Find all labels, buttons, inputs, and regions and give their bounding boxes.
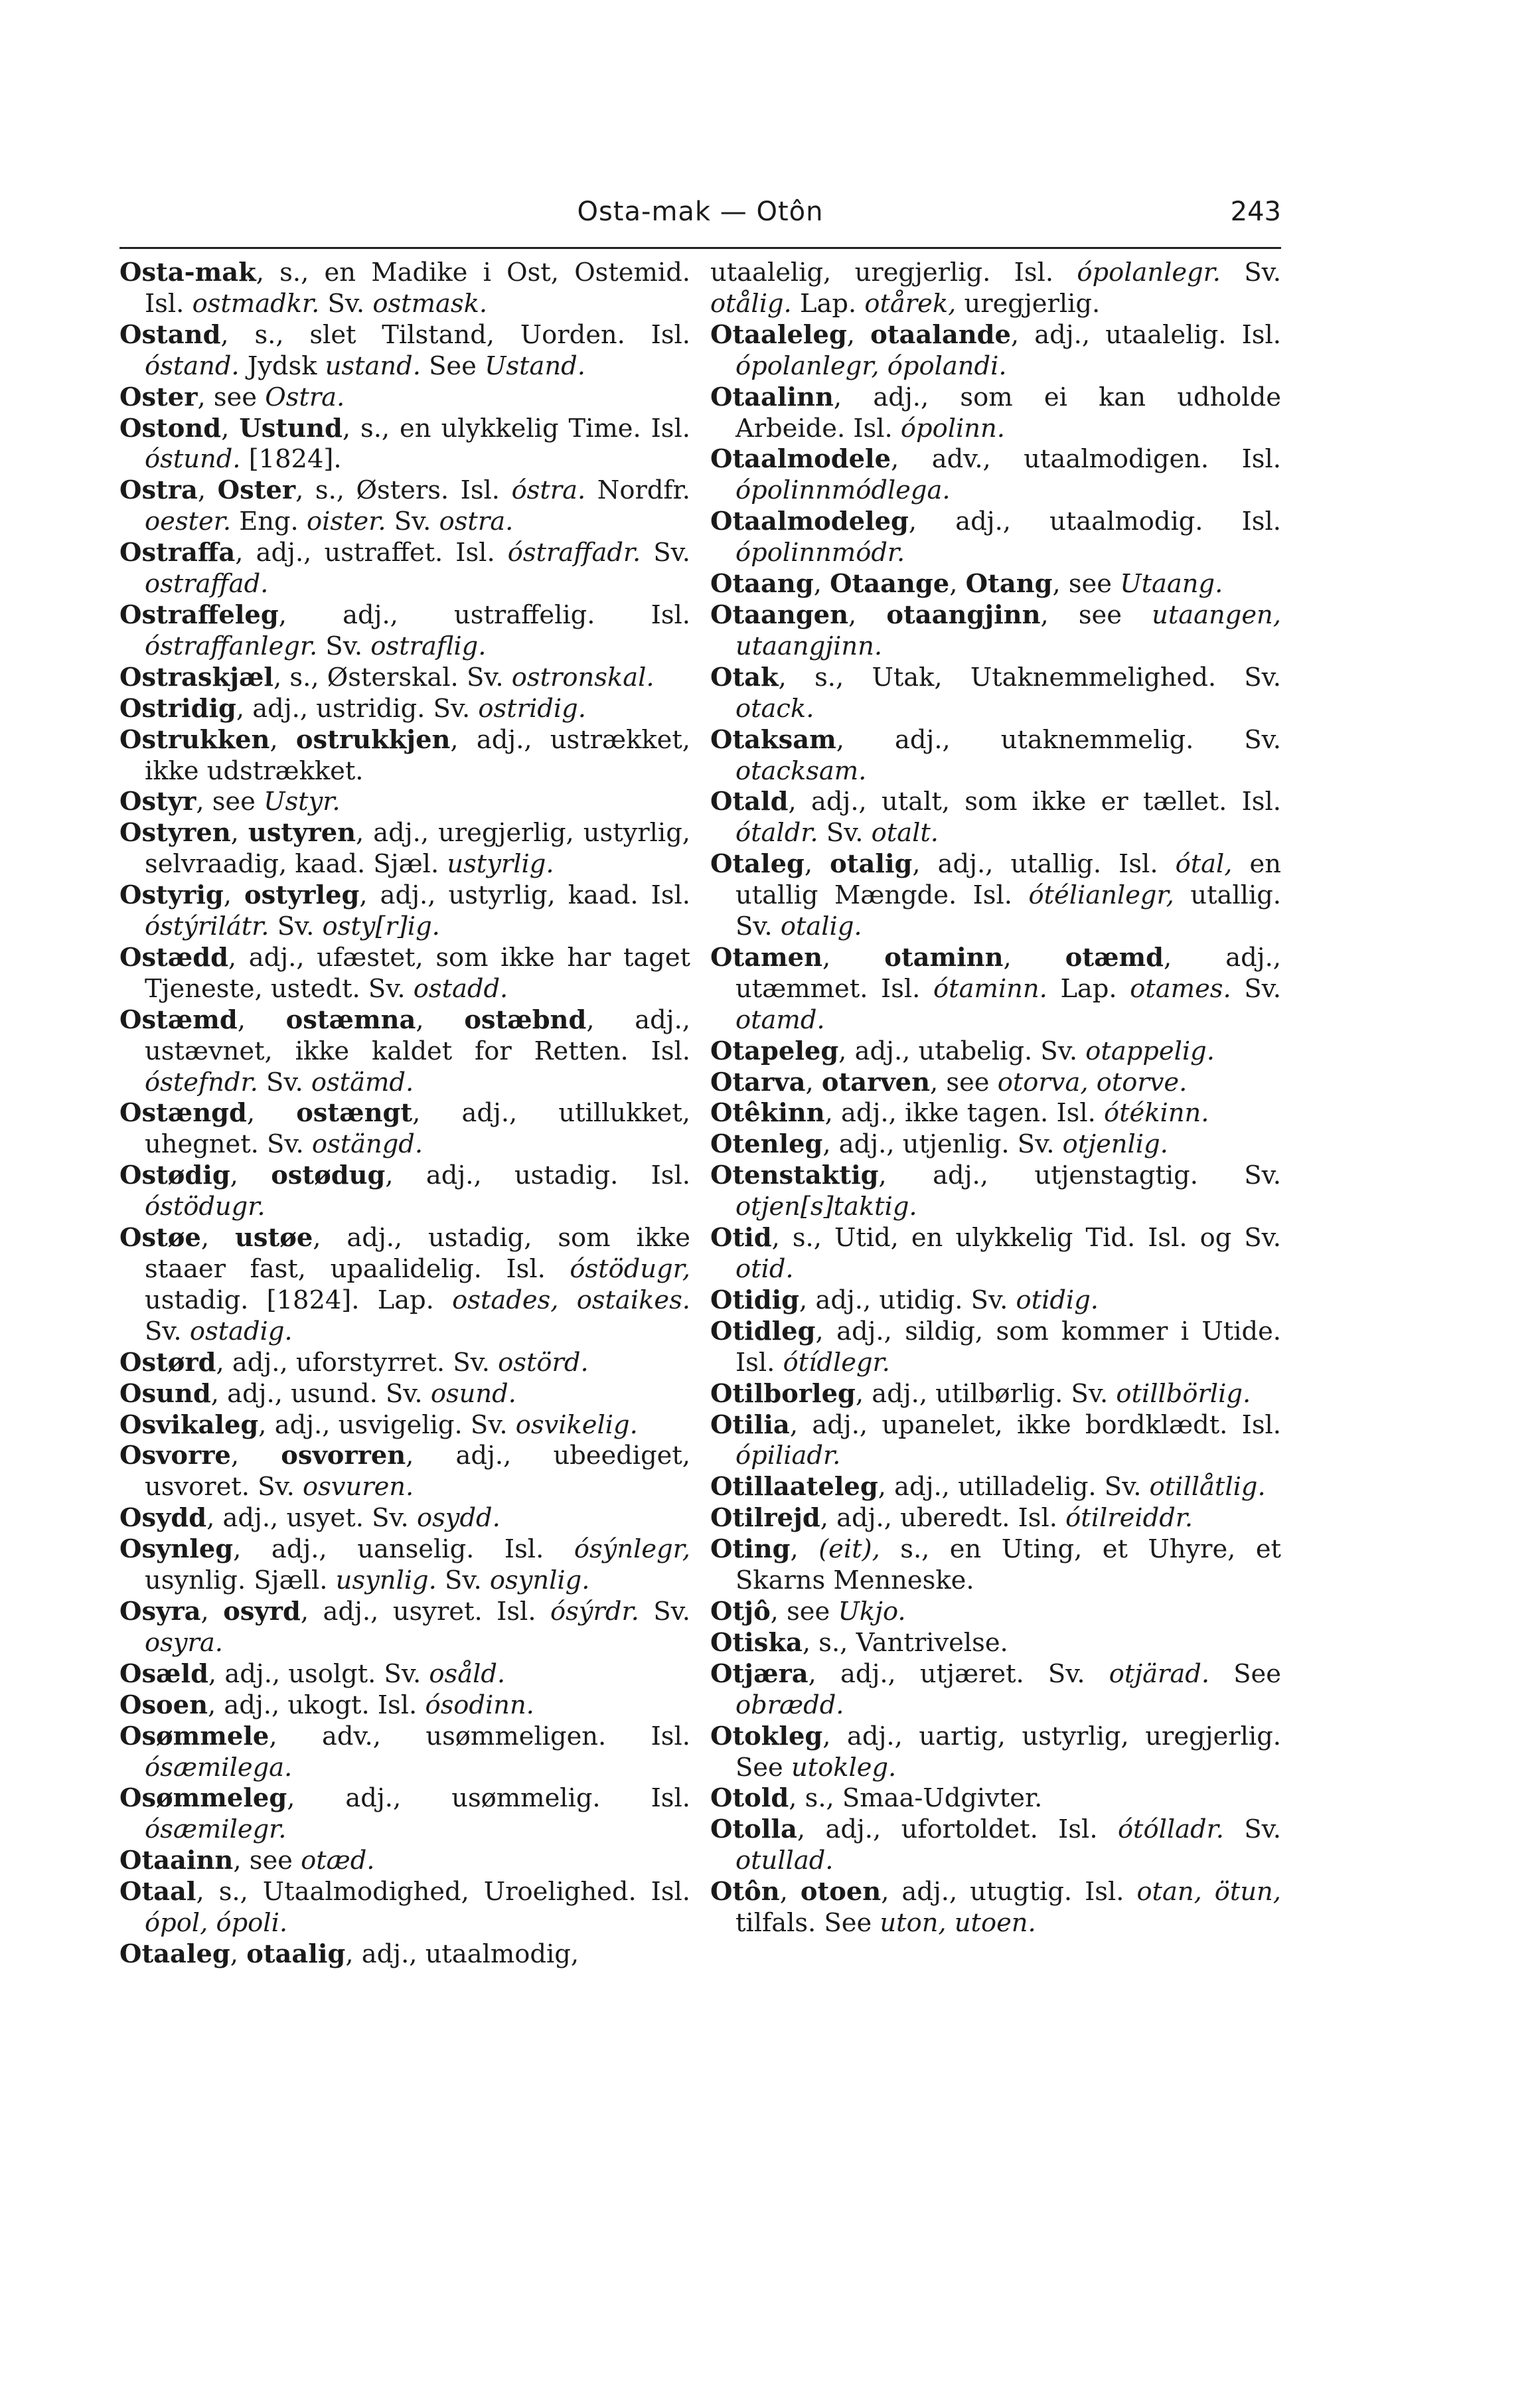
dictionary-entry: utaalelig, uregjerlig. Isl. ópolanlegr. Sv. otålig. Lap. otårek, uregjerlig.: [710, 258, 1281, 319]
dictionary-entry: Otaleg, otalig, adj., utallig. Isl. ótal, en utallig Mængde. Isl. ótélianlegr, utallig. Sv. otalig.: [710, 849, 1281, 942]
dictionary-entry: Otold, s., Smaa-Udgivter.: [710, 1783, 1043, 1814]
dictionary-entry: Osvikaleg, adj., usvigelig. Sv. osvikelig.: [119, 1409, 638, 1440]
dictionary-entry: Ostædd, adj., ufæstet, som ikke har taget Tjeneste, ustedt. Sv. ostadd.: [119, 942, 690, 1004]
dictionary-entry: Osynleg, adj., uanselig. Isl. ósýnlegr, usynlig. Sjæll. usynlig. Sv. osynlig.: [119, 1534, 690, 1596]
left-column: [119, 258, 690, 1970]
dictionary-entry: Ostand, s., slet Tilstand, Uorden. Isl. óstand. Jydsk ustand. See Ustand.: [119, 319, 690, 381]
dictionary-entry: Otjô, see Ukjo.: [710, 1596, 906, 1627]
running-head: [119, 197, 1281, 236]
dictionary-entry: Osvorre, osvorren, adj., ubeediget, usvoret. Sv. osvuren.: [119, 1441, 690, 1502]
dictionary-entry: Otilia, adj., upanelet, ikke bordklædt. Isl. ópiliadr.: [710, 1409, 1281, 1471]
dictionary-entry: Ostraffeleg, adj., ustraffelig. Isl. óstraffanlegr. Sv. ostraflig.: [119, 599, 690, 661]
dictionary-entry: Oting, (eit), s., en Uting, et Uhyre, et Skarns Menneske.: [710, 1534, 1281, 1596]
dictionary-entry: Otenleg, adj., utjenlig. Sv. otjenlig.: [710, 1129, 1168, 1160]
dictionary-entry: Otaaleleg, otaalande, adj., utaalelig. Isl. ópolanlegr, ópolandi.: [710, 319, 1281, 381]
page-number: 243: [1230, 197, 1281, 227]
dictionary-entry: Osoen, adj., ukogt. Isl. ósodinn.: [119, 1690, 534, 1720]
dictionary-entry: Otenstaktig, adj., utjenstagtig. Sv. otjen[s]taktig.: [710, 1160, 1281, 1222]
dictionary-entry: Otaalinn, adj., som ei kan udholde Arbeide. Isl. ópolinn.: [710, 382, 1281, 443]
dictionary-entry: Otillaateleg, adj., utilladelig. Sv. otillåtlig.: [710, 1472, 1266, 1502]
dictionary-entry: Otaang, Otaange, Otang, see Utaang.: [710, 569, 1223, 599]
dictionary-entry: Otid, s., Utid, en ulykkelig Tid. Isl. og Sv. otid.: [710, 1223, 1281, 1284]
dictionary-entry: Otak, s., Utak, Utaknemmelighed. Sv. otack.: [710, 662, 1281, 724]
dictionary-entry: Osømmele, adv., usømmeligen. Isl. ósæmilega.: [119, 1721, 690, 1783]
right-column: [710, 258, 1281, 1939]
dictionary-entry: Osømmeleg, adj., usømmelig. Isl. ósæmilegr.: [119, 1783, 690, 1845]
dictionary-entry: Otidig, adj., utidig. Sv. otidig.: [710, 1285, 1099, 1315]
dictionary-entry: Otald, adj., utalt, som ikke er tællet. Isl. ótaldr. Sv. otalt.: [710, 787, 1281, 848]
dictionary-entry: Ostond, Ustund, s., en ulykkelig Time. Isl. óstund. [1824].: [119, 413, 690, 475]
dictionary-entry: Otôn, otoen, adj., utugtig. Isl. otan, ötun, tilfals. See uton, utoen.: [710, 1877, 1281, 1939]
dictionary-entry: Otilrejd, adj., uberedt. Isl. ótilreiddr.: [710, 1503, 1194, 1534]
page-title: Osta-mak — Otôn: [577, 197, 824, 227]
dictionary-entry: Otaksam, adj., utaknemmelig. Sv. otacksam.: [710, 724, 1281, 786]
dictionary-entry: Ostraffa, adj., ustraffet. Isl. óstraffadr. Sv. ostraffad.: [119, 538, 690, 599]
dictionary-entry: Otaal, s., Utaalmodighed, Uroelighed. Isl. ópol, ópoli.: [119, 1877, 690, 1939]
dictionary-entry: Otilborleg, adj., utilbørlig. Sv. otillbörlig.: [710, 1378, 1251, 1409]
dictionary-entry: Otaangen, otaangjinn, see utaangen, utaangjinn.: [710, 599, 1281, 661]
dictionary-entry: Osydd, adj., usyet. Sv. osydd.: [119, 1503, 501, 1534]
dictionary-entry: Ostøe, ustøe, adj., ustadig, som ikke staaer fast, upaalidelig. Isl. óstödugr, ustadig. [1824]. Lap. ostades, ostaikes. Sv. ostadig.: [119, 1223, 690, 1346]
dictionary-entry: Ostyr, see Ustyr.: [119, 787, 341, 817]
dictionary-entry: Otidleg, adj., sildig, som kommer i Utide. Isl. ótídlegr.: [710, 1316, 1281, 1378]
dictionary-entry: Ostraskjæl, s., Østerskal. Sv. ostronskal.: [119, 662, 654, 692]
dictionary-entry: Otolla, adj., ufortoldet. Isl. ótólladr. Sv. otullad.: [710, 1814, 1281, 1876]
dictionary-entry: Ostridig, adj., ustridig. Sv. ostridig.: [119, 693, 586, 724]
dictionary-entry: Osyra, osyrd, adj., usyret. Isl. ósýrdr. Sv. osyra.: [119, 1596, 690, 1658]
dictionary-entry: Osund, adj., usund. Sv. osund.: [119, 1378, 516, 1409]
dictionary-entry: Ostørd, adj., uforstyrret. Sv. ostörd.: [119, 1347, 589, 1378]
dictionary-entry: Otiska, s., Vantrivelse.: [710, 1627, 1008, 1658]
dictionary-entry: Otamen, otaminn, otæmd, adj., utæmmet. Isl. ótaminn. Lap. otames. Sv. otamd.: [710, 942, 1281, 1035]
dictionary-entry: Ostrukken, ostrukkjen, adj., ustrækket, ikke udstrækket.: [119, 724, 690, 786]
dictionary-entry: Otaalmodeleg, adj., utaalmodig. Isl. ópolinnmódr.: [710, 507, 1281, 568]
dictionary-entry: Otêkinn, adj., ikke tagen. Isl. ótékinn.: [710, 1098, 1209, 1129]
dictionary-entry: Ostødig, ostødug, adj., ustadig. Isl. óstödugr.: [119, 1160, 690, 1222]
dictionary-entry: Otaainn, see otæd.: [119, 1846, 375, 1876]
dictionary-entry: Otarva, otarven, see otorva, otorve.: [710, 1067, 1188, 1097]
dictionary-entry: Otapeleg, adj., utabelig. Sv. otappelig.: [710, 1036, 1215, 1066]
dictionary-entry: Otjæra, adj., utjæret. Sv. otjärad. See obrædd.: [710, 1658, 1281, 1720]
dictionary-entry: Ostyrig, ostyrleg, adj., ustyrlig, kaad. Isl. óstýrilátr. Sv. osty[r]ig.: [119, 880, 690, 942]
dictionary-entry: Otaalmodele, adv., utaalmodigen. Isl. ópolinnmódlega.: [710, 444, 1281, 506]
dictionary-entry: Otaaleg, otaalig, adj., utaalmodig,: [119, 1939, 579, 1969]
header-rule: [119, 247, 1281, 249]
dictionary-entry: Oster, see Ostra.: [119, 382, 345, 412]
dictionary-entry: Osta-mak, s., en Madike i Ost, Ostemid. Isl. ostmadkr. Sv. ostmask.: [119, 258, 690, 319]
dictionary-entry: Ostra, Oster, s., Østers. Isl. óstra. Nordfr. oester. Eng. oister. Sv. ostra.: [119, 475, 690, 537]
dictionary-entry: Otokleg, adj., uartig, ustyrlig, uregjerlig. See utokleg.: [710, 1721, 1281, 1783]
dictionary-entry: Ostæmd, ostæmna, ostæbnd, adj., ustævnet, ikke kaldet for Retten. Isl. óstefndr. Sv. ostämd.: [119, 1004, 690, 1097]
dictionary-entry: Osæld, adj., usolgt. Sv. osåld.: [119, 1658, 506, 1689]
dictionary-entry: Ostængd, ostængt, adj., utillukket, uhegnet. Sv. ostängd.: [119, 1098, 690, 1160]
dictionary-entry: Ostyren, ustyren, adj., uregjerlig, ustyrlig, selvraadig, kaad. Sjæl. ustyrlig.: [119, 818, 690, 880]
